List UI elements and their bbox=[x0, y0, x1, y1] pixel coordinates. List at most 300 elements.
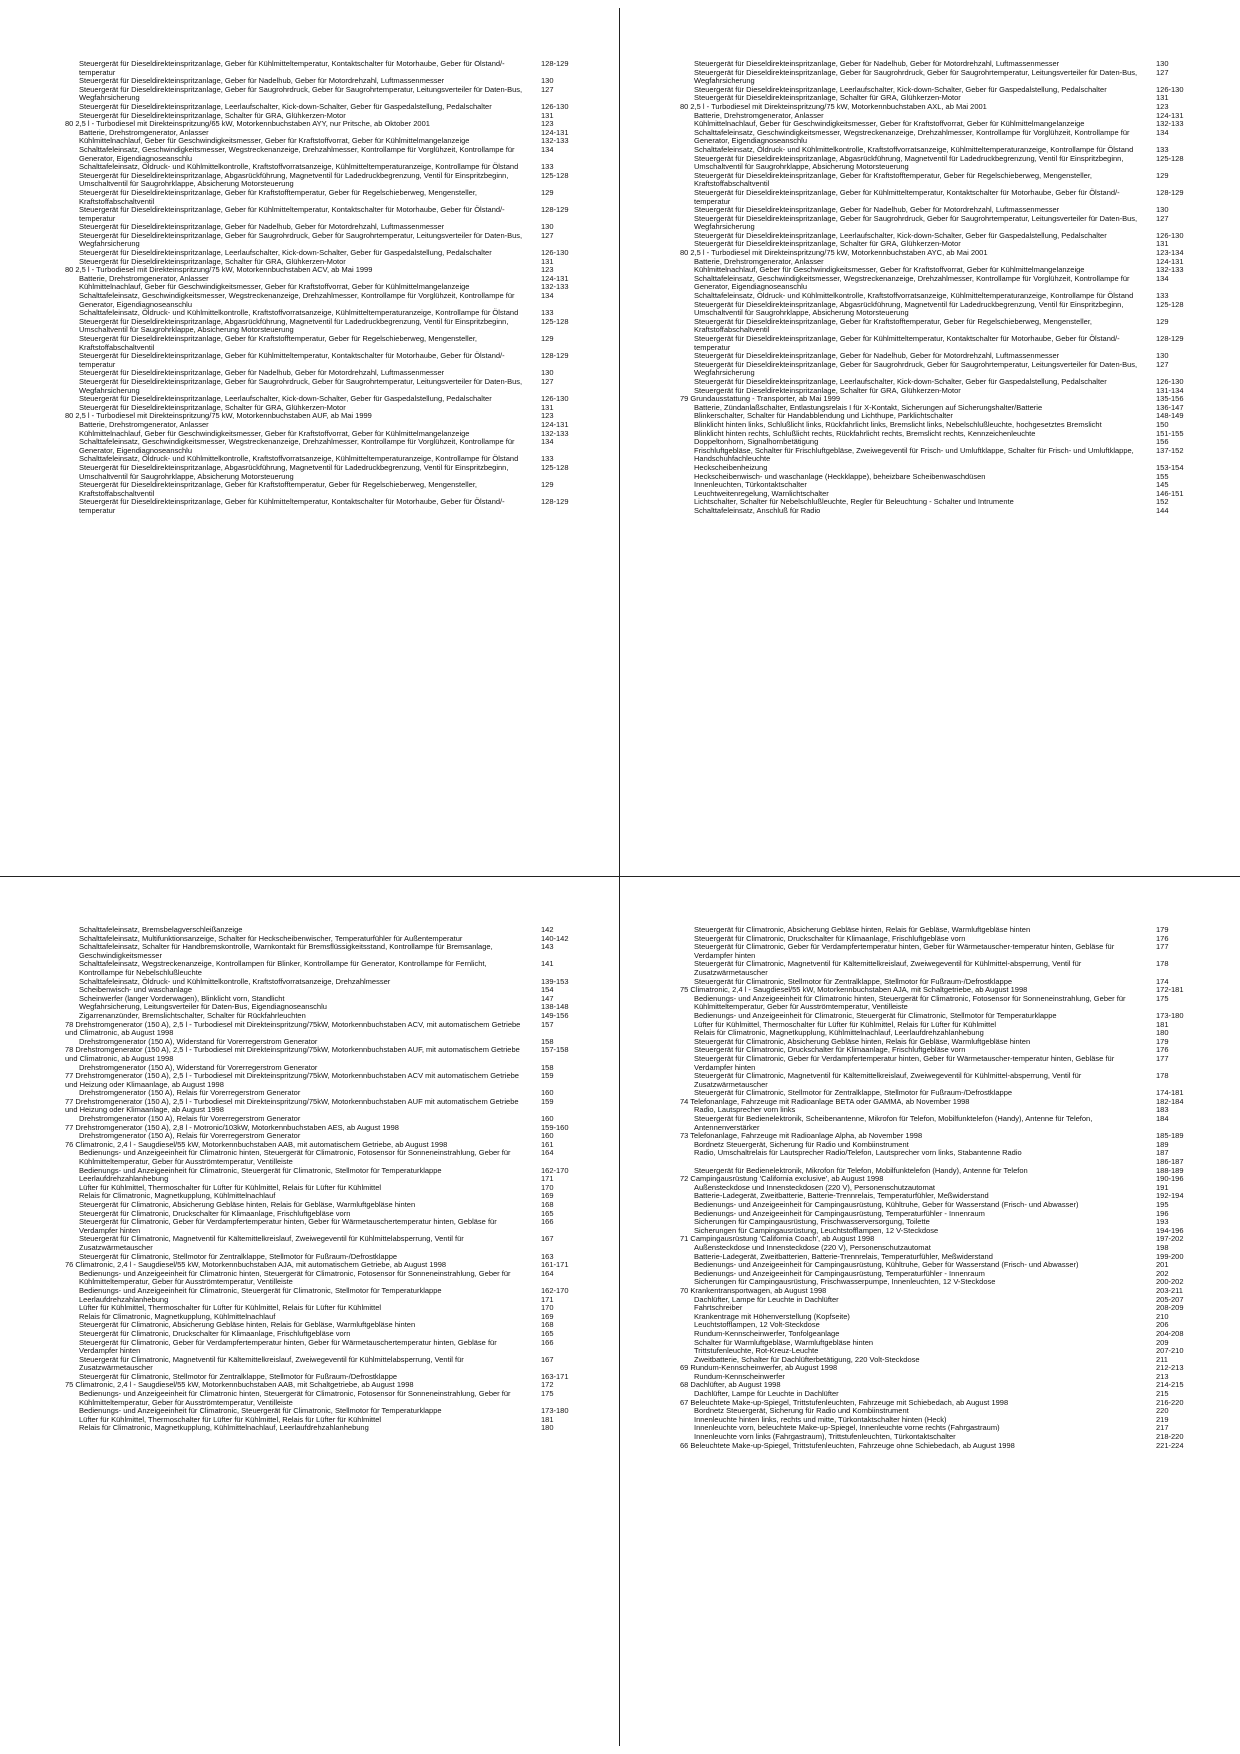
entry-text: Steuergerät für Bedienelektronik, Scheibenantenne, Mikrofon für Telefon, Mobilfunktelefon (Handy), Antenne für Telefon, Antennenverstärker bbox=[694, 1114, 1093, 1132]
entry-page-number: 165 bbox=[541, 1328, 554, 1338]
entry-text: Innenleuchte vorn, beleuchtete Make-up-Spiegel, Innenleuchte vorne rechts (Fahrgastraum) bbox=[694, 1423, 1000, 1433]
entry-page-number: 212-213 bbox=[1156, 1363, 1184, 1373]
entry-page-number: 168 bbox=[541, 1200, 554, 1209]
index-entry bbox=[680, 301, 1200, 318]
entry-text: Leerlaufdrehzahlanhebung bbox=[79, 1294, 169, 1304]
index-entry bbox=[65, 1235, 585, 1252]
entry-page-number: 218-220 bbox=[1156, 1432, 1184, 1442]
entry-text: Steuergerät für Dieseldirekteinspritzanlage, Leerlaufschalter, Kick-down-Schalter, Geber für Gaspedalstellung, Pedalschalter bbox=[694, 376, 1107, 386]
entry-text: Steuergerät für Climatronic, Absicherung Gebläse hinten, Relais für Gebläse, Warmluftgebläse hinten bbox=[79, 1200, 416, 1209]
entry-page-number: 193 bbox=[1156, 1217, 1169, 1227]
entry-text: Steuergerät für Climatronic, Druckschalter für Klimaanlage, Frischluftgebläse vorn bbox=[694, 933, 966, 943]
index-entry bbox=[680, 1072, 1200, 1089]
entry-page-number: 128-129 bbox=[1156, 334, 1184, 343]
entry-text: Steuergerät für Climatronic, Stellmotor für Zentralklappe, Stellmotor für Fußraum-/Defrostklappe bbox=[79, 1251, 398, 1261]
entry-text: Steuergerät für Dieseldirekteinspritzanlage, Geber für Nadelhub, Geber für Motordrehzahl, Luftmassenmesser bbox=[79, 368, 445, 378]
index-entry bbox=[680, 507, 1200, 516]
entry-text: Schalttafeleinsatz, Geschwindigkeitsmesser, Wegstreckenanzeige, Drehzahlmesser, Kontrollampe für Vorglühzeit, Kontrollampe für Generator, Eigendiagnoseanschlu bbox=[694, 127, 1130, 146]
entry-text: Batterie-Ladegerät, Zweitbatterien, Batterie-Trennrelais, Temperaturfühler, Meßwiderstand bbox=[694, 1251, 993, 1261]
entry-page-number: 198 bbox=[1156, 1242, 1169, 1252]
entry-page-number: 177 bbox=[1156, 1053, 1169, 1063]
entry-text: Schalttafeleinsatz, Geschwindigkeitsmesser, Wegstreckenanzeige, Drehzahlmesser, Kontrollampe für Vorglühzeit, Kontrollampe für Generator, Eigendiagnoseanschlu bbox=[79, 437, 515, 455]
entry-text: Rundum-Kennscheinwerfer bbox=[694, 1371, 785, 1381]
entry-text: Relais für Climatronic, Magnetkupplung, Kühlmittelnachlauf, Leerlaufdrehzahlanhebung bbox=[694, 1028, 984, 1038]
entry-page-number: 200-202 bbox=[1156, 1277, 1184, 1287]
entry-page-number: 161 bbox=[541, 1139, 554, 1149]
entry-page-number: 135-156 bbox=[1156, 394, 1184, 404]
entry-page-number: 159 bbox=[541, 1096, 554, 1106]
entry-text: Bedienungs- und Anzeigeeinheit für Campingausrüstung, Kühltruhe, Geber für Wasserstand (Frisch- und Abwasser) bbox=[694, 1200, 1079, 1209]
entry-text: Kühlmittelnachlauf, Geber für Geschwindigkeitsmesser, Geber für Kraftstoffvorrat, Geber für Kühlmittelmangelanzeige bbox=[694, 119, 1085, 129]
entry-page-number: 130 bbox=[1156, 351, 1169, 361]
entry-page-number: 159 bbox=[541, 1071, 554, 1081]
entry-page-number: 129 bbox=[541, 187, 554, 197]
entry-page-number: 132-133 bbox=[541, 428, 569, 438]
entry-page-number: 124-131 bbox=[541, 273, 569, 283]
index-entry bbox=[65, 335, 585, 352]
entry-page-number: 188-189 bbox=[1156, 1165, 1184, 1175]
entry-page-number: 157-158 bbox=[541, 1045, 569, 1055]
entry-page-number: 126-130 bbox=[541, 394, 569, 404]
page-bottom-right bbox=[680, 926, 1200, 1450]
entry-page-number: 210 bbox=[1156, 1311, 1169, 1321]
entry-page-number: 196 bbox=[1156, 1208, 1169, 1218]
entry-page-number: 181 bbox=[541, 1414, 554, 1424]
entry-page-number: 161-171 bbox=[541, 1260, 569, 1270]
entry-text: Wegfahrsicherung, Leitungsverteiler für Daten-Bus, Eigendiagnoseanschlu bbox=[79, 1002, 327, 1012]
entry-page-number: 171 bbox=[541, 1174, 554, 1184]
entry-page-number: 180 bbox=[1156, 1028, 1169, 1038]
entry-page-number: 140-142 bbox=[541, 933, 569, 943]
index-heading bbox=[680, 1442, 1200, 1451]
entry-page-number: 139-153 bbox=[541, 976, 569, 986]
entry-page-number: 189 bbox=[1156, 1139, 1169, 1149]
entry-text: Bedienungs- und Anzeigeeinheit für Climatronic hinten, Steuergerät für Climatronic, Fotosensor für Sonneneinstrahlung, Geber für Kühlmitteltemperatur, Geber für Ausströmtemperatur, Ventilleiste bbox=[79, 1268, 511, 1287]
page-top-left bbox=[65, 60, 585, 515]
entry-text: 66 Beleuchtete Make-up-Spiegel, Trittstufenleuchten, Fahrzeuge ohne Schiebedach, ab August 1998 bbox=[680, 1440, 1015, 1450]
entry-page-number: 124-131 bbox=[541, 127, 569, 137]
entry-page-number: 154 bbox=[541, 985, 554, 995]
entry-text: Bedienungs- und Anzeigeeinheit für Campingausrüstung, Temperaturfühler - Innenraum bbox=[694, 1268, 985, 1278]
entry-page-number: 176 bbox=[1156, 933, 1169, 943]
entry-page-number: 175 bbox=[1156, 993, 1169, 1003]
entry-page-number: 175 bbox=[541, 1389, 554, 1399]
entry-page-number: 127 bbox=[1156, 359, 1169, 369]
entry-text: Kühlmittelnachlauf, Geber für Geschwindigkeitsmesser, Geber für Kraftstoffvorrat, Geber für Kühlmittelmangelanzeige bbox=[79, 136, 470, 146]
entry-page-number: 126-130 bbox=[541, 101, 569, 111]
entry-text: Drehstromgenerator (150 A), Relais für Vorerregerstrom Generator bbox=[79, 1088, 301, 1098]
entry-text: 72 Campingausrüstung 'California exclusive', ab August 1998 bbox=[680, 1174, 884, 1184]
entry-page-number: 166 bbox=[541, 1217, 554, 1227]
entry-text: Batterie, Drehstromgenerator, Anlasser bbox=[79, 127, 209, 137]
entry-text: 77 Drehstromgenerator (150 A), 2,8 l - Motronic/103kW, Motorkennbuchstaben AES, ab August 1998 bbox=[65, 1122, 399, 1132]
entry-text: Relais für Climatronic, Magnetkupplung, Kühlmittelnachlauf bbox=[79, 1191, 276, 1201]
entry-text: Bedienungs- und Anzeigeeinheit für Climatronic, Steuergerät für Climatronic, Stellmotor für Temperaturklappe bbox=[694, 1010, 1057, 1020]
entry-page-number: 128-129 bbox=[541, 351, 569, 361]
entry-page-number: 133 bbox=[541, 308, 554, 318]
entry-text: Steuergerät für Dieseldirekteinspritzanlage, Leerlaufschalter, Kick-down-Schalter, Geber für Gaspedalstellung, Pedalschalter bbox=[79, 394, 492, 404]
entry-page-number: 134 bbox=[1156, 273, 1169, 283]
entry-text: Schalttafeleinsatz, Anschluß für Radio bbox=[694, 505, 821, 515]
entry-page-number: 207-210 bbox=[1156, 1346, 1184, 1356]
index-entry bbox=[65, 232, 585, 249]
entry-text: Außensteckdose und Innensteckdose (220 V), Personenschutzautomat bbox=[694, 1242, 931, 1252]
index-heading bbox=[65, 1098, 585, 1115]
entry-text: 80 2,5 l - Turbodiesel mit Direkteinspritzung/65 kW, Motorkennbuchstaben AYY, nur Pritsche, ab Oktober 2001 bbox=[65, 119, 430, 129]
entry-text: Leuchtstofflampen, 12 Volt-Steckdose bbox=[694, 1320, 820, 1330]
entry-text: Bordnetz Steuergerät, Sicherung für Radio und Kombiinstrument bbox=[694, 1139, 909, 1149]
entry-text: Steuergerät für Climatronic, Geber für Verdampfertemperatur hinten, Geber für Wärmetauscher-temperatur hinten, Gebläse für Verdampfer hinten bbox=[694, 1053, 1115, 1072]
index-entry bbox=[65, 1424, 585, 1433]
entry-page-number: 141 bbox=[541, 959, 554, 969]
entry-page-number: 132-133 bbox=[541, 282, 569, 292]
index-entry bbox=[65, 481, 585, 498]
index-entry bbox=[65, 352, 585, 369]
entry-text: Steuergerät für Dieseldirekteinspritzanlage, Schalter für GRA, Glühkerzen-Motor bbox=[694, 385, 961, 395]
entry-page-number: 166 bbox=[541, 1337, 554, 1347]
entry-text: Steuergerät für Climatronic, Absicherung Gebläse hinten, Relais für Gebläse, Warmluftgebläse hinten bbox=[694, 926, 1031, 934]
entry-text: Relais für Climatronic, Magnetkupplung, Kühlmittelnachlauf bbox=[79, 1311, 276, 1321]
entry-page-number: 170 bbox=[541, 1182, 554, 1192]
entry-text: Schalttafeleinsatz, Multifunktionsanzeige, Schalter für Heckscheibenwischer, Temperaturfühler für Außentemperatur bbox=[79, 933, 463, 943]
entry-page-number: 153-154 bbox=[1156, 462, 1184, 472]
entry-text: Steuergerät für Dieseldirekteinspritzanlage, Geber für Saugrohrdruck, Geber für Saugrohrtemperatur, Leitungsverteiler für Daten-Bus, Wegfahrsicherung bbox=[694, 359, 1138, 378]
entry-page-number: 164 bbox=[541, 1148, 554, 1158]
entry-text: Steuergerät für Dieseldirekteinspritzanlage, Schalter für GRA, Glühkerzen-Motor bbox=[79, 402, 346, 412]
entry-page-number: 127 bbox=[541, 230, 554, 240]
entry-text: Steuergerät für Dieseldirekteinspritzanlage, Abgasrückführung, Magnetventil für Ladedruckbegrenzung, Ventil für Einspritzbeginn, Umschaltventil für Saugrohrklappe, Absicherung Motorsteuerung bbox=[79, 462, 509, 481]
entry-page-number: 187 bbox=[1156, 1148, 1169, 1158]
page-bottom-left bbox=[65, 926, 585, 1433]
entry-text: Bedienungs- und Anzeigeeinheit für Campingausrüstung, Kühltruhe, Geber für Wasserstand (Frisch- und Abwasser) bbox=[694, 1260, 1079, 1270]
index-entry bbox=[680, 447, 1200, 464]
entry-text: Steuergerät für Climatronic, Magnetventil für Kältemittelkreislauf, Zweiwegeventil für Kühlmittel-absperrung, Ventil für Zusatzwärmetauscher bbox=[694, 1071, 1082, 1089]
entry-page-number: 124-131 bbox=[541, 419, 569, 429]
entry-page-number: 134 bbox=[1156, 127, 1169, 137]
entry-page-number: 125-128 bbox=[541, 316, 569, 326]
entry-page-number: 215 bbox=[1156, 1389, 1169, 1399]
entry-page-number: 163 bbox=[541, 1251, 554, 1261]
entry-page-number: 129 bbox=[1156, 316, 1169, 326]
entry-page-number: 159-160 bbox=[541, 1122, 569, 1132]
entry-text: Batterie, Drehstromgenerator, Anlasser bbox=[694, 256, 824, 266]
index-entry bbox=[65, 60, 585, 77]
entry-page-number: 178 bbox=[1156, 1071, 1169, 1081]
entry-text: Schalttafeleinsatz, Geschwindigkeitsmesser, Wegstreckenanzeige, Drehzahlmesser, Kontrollampe für Vorglühzeit, Kontrollampe für Generator, Eigendiagnoseanschlu bbox=[694, 273, 1130, 292]
index-heading bbox=[65, 1046, 585, 1063]
entry-text: Steuergerät für Climatronic, Stellmotor für Zentralklappe, Stellmotor für Fußraum-/Defrostklappe bbox=[694, 1088, 1013, 1098]
entry-text: Radio, Umschaltrelais für Lautsprecher Radio/Telefon, Lautsprecher vorn links, Stabantenne Radio bbox=[694, 1148, 1022, 1158]
entry-page-number: 177 bbox=[1156, 942, 1169, 952]
entry-page-number: 129 bbox=[541, 334, 554, 343]
index-entry bbox=[680, 155, 1200, 172]
entry-text: 79 Grundausstattung - Transporter, ab Mai 1999 bbox=[680, 394, 841, 404]
entry-page-number: 134 bbox=[541, 144, 554, 154]
entry-page-number: 127 bbox=[541, 376, 554, 386]
index-entry bbox=[680, 172, 1200, 189]
entry-page-number: 128-129 bbox=[541, 497, 569, 507]
index-entry bbox=[680, 1055, 1200, 1072]
entry-text: Schalttafeleinsatz, Wegstreckenanzeige, Kontrollampen für Blinker, Kontrollampe für Generator, Kontrollampe für Fernlicht, Kontrollampe für Nebelschlußleuchte bbox=[79, 959, 487, 977]
entry-text: Schalttafeleinsatz, Öldruck- und Kühlmittelkontrolle, Kraftstoffvorratsanzeige, Kühlmitteltemperaturanzeige, Kontrollampe für Ölstand bbox=[694, 144, 1134, 154]
entry-page-number: 174 bbox=[1156, 976, 1169, 986]
index-entry bbox=[65, 378, 585, 395]
entry-text: Schalttafeleinsatz, Bremsbelagverschleißanzeige bbox=[79, 926, 243, 934]
entry-page-number: 208-209 bbox=[1156, 1303, 1184, 1313]
entry-text: Steuergerät für Climatronic, Stellmotor für Zentralklappe, Stellmotor für Fußraum-/Defrostklappe bbox=[79, 1371, 398, 1381]
entry-text: Zigarrenanzünder, Bremslichtschalter, Schalter für Rückfahrleuchten bbox=[79, 1010, 306, 1020]
entry-page-number: 194-196 bbox=[1156, 1225, 1184, 1235]
entry-text: 80 2,5 l - Turbodiesel mit Direkteinspritzung/75 kW, Motorkennbuchstaben ACV, ab Mai 1999 bbox=[65, 265, 373, 275]
entry-page-number: 152 bbox=[1156, 497, 1169, 507]
index-entry bbox=[680, 995, 1200, 1012]
entry-text: Steuergerät für Dieseldirekteinspritzanlage, Geber für Nadelhub, Geber für Motordrehzahl, Luftmassenmesser bbox=[694, 60, 1060, 68]
entry-page-number: 151-155 bbox=[1156, 428, 1184, 438]
index-entry bbox=[65, 1270, 585, 1287]
index-heading bbox=[65, 1072, 585, 1089]
entry-page-number: 125-128 bbox=[541, 170, 569, 180]
entry-text: Steuergerät für Dieseldirekteinspritzanlage, Abgasrückführung, Magnetventil für Ladedruckbegrenzung, Ventil für Einspritzbeginn, Umschaltventil für Saugrohrklappe, Absicherung Motorsteuerung bbox=[79, 316, 509, 335]
entry-text: Fahrtschreiber bbox=[694, 1303, 743, 1313]
entry-text: Steuergerät für Dieseldirekteinspritzanlage, Geber für Kraftstofftemperatur, Geber für Regelschieberweg, Mengensteller, Kraftstoffabschaltventil bbox=[79, 187, 477, 206]
entry-text: Lüfter für Kühlmittel, Thermoschalter für Lüfter für Kühlmittel, Relais für Lüfter für Kühlmittel bbox=[79, 1182, 382, 1192]
entry-page-number: 178 bbox=[1156, 959, 1169, 969]
entry-text: Steuergerät für Climatronic, Stellmotor für Zentralklappe, Stellmotor für Fußraum-/Defrostklappe bbox=[694, 976, 1013, 986]
entry-text: 74 Telefonanlage, Fahrzeuge mit Radioanlage BETA oder GAMMA, ab November 1998 bbox=[680, 1096, 970, 1106]
entry-text: Steuergerät für Dieseldirekteinspritzanlage, Geber für Kraftstofftemperatur, Geber für Regelschieberweg, Mengensteller, Kraftstoffabschaltventil bbox=[79, 480, 477, 498]
entry-page-number: 179 bbox=[1156, 926, 1169, 934]
entry-page-number: 129 bbox=[1156, 170, 1169, 180]
entry-text: Rundum-Kennscheinwerfer, Tonfolgeanlage bbox=[694, 1328, 840, 1338]
entry-text: Steuergerät für Dieseldirekteinspritzanlage, Geber für Kühlmitteltemperatur, Kontaktschalter für Motorhaube, Geber für Ölstand/-temperatur bbox=[79, 205, 505, 223]
entry-page-number: 123 bbox=[1156, 101, 1169, 111]
entry-text: Batterie-Ladegerät, Zweitbatterie, Batterie-Trennrelais, Temperaturfühler, Meßwiderstand bbox=[694, 1191, 989, 1201]
entry-page-number: 201 bbox=[1156, 1260, 1169, 1270]
entry-page-number: 169 bbox=[541, 1311, 554, 1321]
entry-page-number: 173-180 bbox=[1156, 1010, 1184, 1020]
entry-page-number: 167 bbox=[541, 1354, 554, 1364]
entry-page-number: 130 bbox=[1156, 205, 1169, 215]
entry-text: Innenleuchte vorn links (Fahrgastraum), Trittstufenleuchten, Türkontaktschalter bbox=[694, 1432, 956, 1442]
page-top-right bbox=[680, 60, 1200, 515]
entry-text: Blinklicht hinten links, Schlußlicht links, Rückfahrlicht links, Bremslicht links, Nebelschlußleuchte, hochgesetztes Bremslicht bbox=[694, 419, 1102, 429]
entry-text: Steuergerät für Dieseldirekteinspritzanlage, Geber für Saugrohrdruck, Geber für Saugrohrtemperatur, Leitungsverteiler für Daten-Bus, Wegfahrsicherung bbox=[79, 84, 523, 103]
entry-text: Kühlmittelnachlauf, Geber für Geschwindigkeitsmesser, Geber für Kraftstoffvorrat, Geber für Kühlmittelmangelanzeige bbox=[79, 428, 470, 438]
entry-page-number: 126-130 bbox=[1156, 230, 1184, 240]
entry-page-number: 206 bbox=[1156, 1320, 1169, 1330]
entry-page-number: 190-196 bbox=[1156, 1174, 1184, 1184]
entry-text: 77 Drehstromgenerator (150 A), 2,5 l - Turbodiesel mit Direkteinspritzung/75kW, Motorkennbuchstaben ACV mit automatischem Getriebe und Heizung oder Klimaanlage, ab August 1998 bbox=[65, 1071, 519, 1089]
entry-page-number: 220 bbox=[1156, 1406, 1169, 1416]
index-entry bbox=[680, 361, 1200, 378]
entry-text: Schalttafeleinsatz, Geschwindigkeitsmesser, Wegstreckenanzeige, Drehzahlmesser, Kontrollampe für Vorglühzeit, Kontrollampe für Generator, Eigendiagnoseanschlu bbox=[79, 144, 515, 163]
entry-text: Bordnetz Steuergerät, Sicherung für Radio und Kombiinstrument bbox=[694, 1406, 909, 1416]
entry-page-number: 136-147 bbox=[1156, 402, 1184, 412]
entry-page-number: 128-129 bbox=[541, 60, 569, 68]
entry-text: 76 Climatronic, 2,4 l - Saugdiesel/55 kW, Motorkennbuchstaben AAB, mit automatischem Getriebe, ab August 1998 bbox=[65, 1139, 448, 1149]
entry-page-number: 133 bbox=[541, 162, 554, 172]
entry-page-number: 179 bbox=[1156, 1036, 1169, 1046]
entry-text: Außensteckdose und Innensteckdosen (220 V), Personenschutzautomat bbox=[694, 1182, 935, 1192]
entry-page-number: 123-134 bbox=[1156, 248, 1184, 258]
entry-text: Innenleuchten, Türkontaktschalter bbox=[694, 480, 807, 490]
entry-text: Steuergerät für Dieseldirekteinspritzanlage, Abgasrückführung, Magnetventil für Ladedruckbegrenzung, Ventil für Einspritzbeginn, Umschaltventil für Saugrohrklappe, Absicherung Motorsteuerung bbox=[694, 153, 1124, 172]
entry-text: Bedienungs- und Anzeigeeinheit für Climatronic hinten, Steuergerät für Climatronic, Fotosensor für Sonneneinstrahlung, Geber für Kühlmitteltemperatur, Geber für Ausströmtemperatur, Ventilleiste bbox=[79, 1389, 511, 1407]
index-entry bbox=[680, 215, 1200, 232]
entry-page-number: 171 bbox=[541, 1294, 554, 1304]
entry-text: Batterie, Drehstromgenerator, Anlasser bbox=[79, 419, 209, 429]
entry-text: Blinkerschalter, Schalter für Handabblendung und Lichthupe, Parklichtschalter bbox=[694, 411, 953, 421]
entry-page-number: 143 bbox=[541, 942, 554, 952]
entry-page-number: 162-170 bbox=[541, 1165, 569, 1175]
entry-text: Steuergerät für Dieseldirekteinspritzanlage, Geber für Kraftstofftemperatur, Geber für Regelschieberweg, Mengensteller, Kraftstoffabschaltventil bbox=[694, 316, 1092, 335]
index-entry bbox=[65, 464, 585, 481]
entry-text: Krankentrage mit Höhenverstellung (Kopfseite) bbox=[694, 1311, 850, 1321]
entry-page-number: 123 bbox=[541, 119, 554, 129]
entry-text: Sicherungen für Campingausrüstung, Leuchtstofflampen, 12 V-Steckdose bbox=[694, 1225, 939, 1235]
entry-page-number: 138-148 bbox=[541, 1002, 569, 1012]
entry-page-number: 131-134 bbox=[1156, 385, 1184, 395]
entry-text: Steuergerät für Climatronic, Magnetventil für Kältemittelkreislauf, Zweiwegeventil für Kühlmittel-absperrung, Ventil für Zusatzwärmetauscher bbox=[694, 959, 1082, 977]
entry-page-number: 197-202 bbox=[1156, 1234, 1184, 1244]
entry-text: Blinklicht hinten rechts, Schlußlicht rechts, Rückfahrlicht rechts, Bremslicht rechts, Kennzeichenleuchte bbox=[694, 428, 1036, 438]
entry-text: Steuergerät für Climatronic, Absicherung Gebläse hinten, Relais für Gebläse, Warmluftgebläse hinten bbox=[79, 1320, 416, 1330]
entry-text: Drehstromgenerator (150 A), Widerstand für Vorerregerstrom Generator bbox=[79, 1062, 318, 1072]
entry-text: Batterie, Drehstromgenerator, Anlasser bbox=[694, 110, 824, 120]
entry-text: Steuergerät für Dieseldirekteinspritzanlage, Leerlaufschalter, Kick-down-Schalter, Geber für Gaspedalstellung, Pedalschalter bbox=[694, 84, 1107, 94]
entry-text: Bedienungs- und Anzeigeeinheit für Climatronic hinten, Steuergerät für Climatronic, Fotosensor für Sonneneinstrahlung, Geber für Kühlmitteltemperatur, Geber für Ausströmtemperatur, Ventilleiste bbox=[79, 1148, 511, 1167]
index-entry bbox=[65, 1356, 585, 1373]
entry-page-number: 183 bbox=[1156, 1105, 1169, 1115]
entry-text: Sicherungen für Campingausrüstung, Frischwasserpumpe, Innenleuchten, 12 V-Steckdose bbox=[694, 1277, 996, 1287]
index-entry bbox=[65, 292, 585, 309]
entry-text: Steuergerät für Dieseldirekteinspritzanlage, Leerlaufschalter, Kick-down-Schalter, Geber für Gaspedalstellung, Pedalschalter bbox=[694, 230, 1107, 240]
entry-page-number: 127 bbox=[1156, 67, 1169, 77]
entry-page-number: 134 bbox=[541, 291, 554, 301]
entry-text: Schalttafeleinsatz, Öldruck- und Kühlmittelkontrolle, Kraftstoffvorratsanzeige, Kühlmitteltemperaturanzeige, Kontrollampe für Ölstand bbox=[79, 454, 519, 464]
index-entry bbox=[680, 1115, 1200, 1132]
entry-page-number: 133 bbox=[1156, 144, 1169, 154]
entry-text: Bedienungs- und Anzeigeeinheit für Climatronic, Steuergerät für Climatronic, Stellmotor für Temperaturklappe bbox=[79, 1406, 442, 1416]
entry-page-number: 126-130 bbox=[1156, 84, 1184, 94]
entry-text: Steuergerät für Dieseldirekteinspritzanlage, Schalter für GRA, Glühkerzen-Motor bbox=[694, 93, 961, 103]
entry-page-number: 123 bbox=[541, 411, 554, 421]
entry-text: Steuergerät für Dieseldirekteinspritzanlage, Geber für Kühlmitteltemperatur, Kontaktschalter für Motorhaube, Geber für Ölstand/-temperatur bbox=[79, 60, 505, 77]
entry-text: 80 2,5 l - Turbodiesel mit Direkteinspritzung/75 kW, Motorkennbuchstaben AUF, ab Mai 1999 bbox=[65, 411, 372, 421]
entry-text: Innenleuchte hinten links, rechts und mitte, Türkontaktschalter hinten (Heck) bbox=[694, 1414, 947, 1424]
entry-page-number: 172 bbox=[541, 1380, 554, 1390]
entry-text: Steuergerät für Dieseldirekteinspritzanlage, Geber für Nadelhub, Geber für Motordrehzahl, Luftmassenmesser bbox=[694, 351, 1060, 361]
index-entry bbox=[65, 960, 585, 977]
entry-page-number: 130 bbox=[541, 76, 554, 86]
entry-page-number: 125-128 bbox=[1156, 153, 1184, 163]
entry-text: Steuergerät für Dieseldirekteinspritzanlage, Geber für Kühlmitteltemperatur, Kontaktschalter für Motorhaube, Geber für Ölstand/-temperatur bbox=[79, 351, 505, 369]
entry-page-number: 162-170 bbox=[541, 1285, 569, 1295]
entry-text: Steuergerät für Climatronic, Geber für Verdampfertemperatur hinten, Geber für Wärmetauschertemperatur hinten, Gebläse für Verdampfer hinten bbox=[79, 1337, 497, 1356]
entry-text: Steuergerät für Dieseldirekteinspritzanlage, Schalter für GRA, Glühkerzen-Motor bbox=[79, 110, 346, 120]
entry-text: Steuergerät für Dieseldirekteinspritzanlage, Leerlaufschalter, Kick-down-Schalter, Geber für Gaspedalstellung, Pedalschalter bbox=[79, 101, 492, 111]
entry-page-number: 209 bbox=[1156, 1337, 1169, 1347]
entry-text: Drehstromgenerator (150 A), Relais für Vorerregerstrom Generator bbox=[79, 1114, 301, 1124]
entry-page-number: 131 bbox=[1156, 239, 1169, 249]
entry-text: Steuergerät für Dieseldirekteinspritzanlage, Geber für Nadelhub, Geber für Motordrehzahl, Luftmassenmesser bbox=[79, 222, 445, 232]
entry-text: Steuergerät für Dieseldirekteinspritzanlage, Leerlaufschalter, Kick-down-Schalter, Geber für Gaspedalstellung, Pedalschalter bbox=[79, 248, 492, 258]
entry-text: Steuergerät für Bedienelektronik, Mikrofon für Telefon, Mobilfunktelefon (Handy), Antenne für Telefon bbox=[694, 1165, 1028, 1175]
entry-page-number: 199-200 bbox=[1156, 1251, 1184, 1261]
entry-page-number: 129 bbox=[541, 480, 554, 490]
entry-text: Batterie, Drehstromgenerator, Anlasser bbox=[79, 273, 209, 283]
entry-text: 80 2,5 l - Turbodiesel mit Direkteinspritzung/75 kW, Motorkennbuchstaben AYC, ab Mai 2001 bbox=[680, 248, 988, 258]
entry-text: Steuergerät für Dieseldirekteinspritzanlage, Geber für Kühlmitteltemperatur, Kontaktschalter für Motorhaube, Geber für Ölstand/-temperatur bbox=[694, 187, 1120, 206]
entry-page-number: 149-156 bbox=[541, 1010, 569, 1020]
entry-text: Steuergerät für Dieseldirekteinspritzanlage, Schalter für GRA, Glühkerzen-Motor bbox=[79, 256, 346, 266]
entry-page-number: 124-131 bbox=[1156, 110, 1184, 120]
entry-text: Drehstromgenerator (150 A), Widerstand für Vorerregerstrom Generator bbox=[79, 1036, 318, 1046]
entry-page-number: 185-189 bbox=[1156, 1131, 1184, 1141]
entry-page-number: 130 bbox=[541, 222, 554, 232]
entry-page-number: 160 bbox=[541, 1088, 554, 1098]
entry-text: 76 Climatronic, 2,4 l - Saugdiesel/55 kW, Motorkennbuchstaben AJA, mit automatischem Getriebe, ab August 1998 bbox=[65, 1260, 447, 1270]
entry-text: Heckscheibenheizung bbox=[694, 462, 768, 472]
entry-page-number: 211 bbox=[1156, 1354, 1168, 1364]
entry-page-number: 127 bbox=[1156, 213, 1169, 223]
entry-page-number: 160 bbox=[541, 1131, 554, 1141]
entry-text: Schalttafeleinsatz, Öldruck- und Kühlmittelkontrolle, Kraftstoffvorratsanzeige, Kühlmitteltemperaturanzeige, Kontrollampe für Ölstand bbox=[694, 291, 1134, 301]
entry-text: 75 Climatronic, 2,4 l - Saugdiesel/55 kW, Motorkennbuchstaben AJA, mit Schaltgetriebe, ab August 1998 bbox=[680, 985, 1028, 995]
entry-text: Steuergerät für Climatronic, Magnetventil für Kältemittelkreislauf, Zweiwegeventil für Kühlmittelabsperrung, Ventil für Zusatzwärmetauscher bbox=[79, 1234, 464, 1252]
entry-page-number: 126-130 bbox=[1156, 376, 1184, 386]
entry-text: 73 Telefonanlage, Fahrzeuge mit Radioanlage Alpha, ab November 1998 bbox=[680, 1131, 923, 1141]
entry-text: Schalttafeleinsatz, Öldruck- und Kühlmittelkontrolle, Kraftstoffvorratsanzeige, Kühlmitteltemperaturanzeige, Kontrollampe für Ölstand bbox=[79, 162, 519, 172]
entry-text: Steuergerät für Climatronic, Geber für Verdampfertemperatur hinten, Geber für Wärmetauscher-temperatur hinten, Gebläse für Verdampfer hinten bbox=[694, 942, 1115, 960]
entry-text: Steuergerät für Climatronic, Geber für Verdampfertemperatur hinten, Geber für Wärmetauschertemperatur hinten, Gebläse für Verdampfer hinten bbox=[79, 1217, 497, 1235]
entry-page-number: 163-171 bbox=[541, 1371, 569, 1381]
index-entry bbox=[680, 69, 1200, 86]
entry-text: Bedienungs- und Anzeigeeinheit für Climatronic hinten, Steuergerät für Climatronic, Fotosensor für Sonneneinstrahlung, Geber für Kühlmitteltemperatur, Geber für Ausströmtemperatur, Ventilleiste bbox=[694, 993, 1126, 1012]
entry-page-number: 217 bbox=[1156, 1423, 1169, 1433]
entry-text: Lichtschalter, Schalter für Nebelschlußleuchte, Regler für Beleuchtung - Schalter und Intrumente bbox=[694, 497, 1014, 507]
entry-text: Steuergerät für Dieseldirekteinspritzanlage, Abgasrückführung, Magnetventil für Ladedruckbegrenzung, Ventil für Einspritzbeginn, Umschaltventil für Saugrohrklappe, Absicherung Motorsteuerung bbox=[79, 170, 509, 189]
entry-page-number: 216-220 bbox=[1156, 1397, 1184, 1407]
entry-page-number: 127 bbox=[541, 84, 554, 94]
index-entry bbox=[680, 960, 1200, 977]
entry-page-number: 192-194 bbox=[1156, 1191, 1184, 1201]
entry-page-number: 168 bbox=[541, 1320, 554, 1330]
entry-text: Dachlüfter, Lampe für Leuchte in Dachlüfter bbox=[694, 1389, 839, 1399]
entry-text: Steuergerät für Climatronic, Druckschalter für Klimaanlage, Frischluftgebläse vorn bbox=[79, 1328, 351, 1338]
entry-page-number: 145 bbox=[1156, 480, 1169, 490]
index-entry bbox=[65, 438, 585, 455]
entry-page-number: 202 bbox=[1156, 1268, 1169, 1278]
index-entry bbox=[680, 943, 1200, 960]
entry-text: Relais für Climatronic, Magnetkupplung, Kühlmittelnachlauf, Leerlaufdrehzahlanhebung bbox=[79, 1423, 369, 1433]
index-entry bbox=[65, 86, 585, 103]
index-entry bbox=[65, 172, 585, 189]
entry-page-number: 169 bbox=[541, 1191, 554, 1201]
entry-text: Trittstufenleuchte, Rot-Kreuz-Leuchte bbox=[694, 1346, 819, 1356]
entry-text: Lüfter für Kühlmittel, Thermoschalter für Lüfter für Kühlmittel, Relais für Lüfter für Kühlmittel bbox=[79, 1303, 382, 1313]
entry-text: 69 Rundum-Kennscheinwerfer, ab August 1998 bbox=[680, 1363, 838, 1373]
index-entry bbox=[65, 1218, 585, 1235]
entry-text: 78 Drehstromgenerator (150 A), 2,5 l - Turbodiesel mit Direkteinspritzung/75kW, Motorkennbuchstaben AUF, mit automatischem Getriebe und Climatronic, ab August 1998 bbox=[65, 1045, 520, 1063]
entry-page-number: 205-207 bbox=[1156, 1294, 1184, 1304]
entry-page-number: 144 bbox=[1156, 505, 1169, 515]
entry-page-number: 155 bbox=[1156, 471, 1169, 481]
entry-text: Steuergerät für Dieseldirekteinspritzanlage, Geber für Kraftstofftemperatur, Geber für Regelschieberweg, Mengensteller, Kraftstoffabschaltventil bbox=[79, 334, 477, 352]
entry-page-number: 156 bbox=[1156, 437, 1169, 447]
entry-text: Lüfter für Kühlmittel, Thermoschalter für Lüfter für Kühlmittel, Relais für Lüfter für Kühlmittel bbox=[694, 1019, 997, 1029]
entry-text: Lüfter für Kühlmittel, Thermoschalter für Lüfter für Kühlmittel, Relais für Lüfter für Kühlmittel bbox=[79, 1414, 382, 1424]
